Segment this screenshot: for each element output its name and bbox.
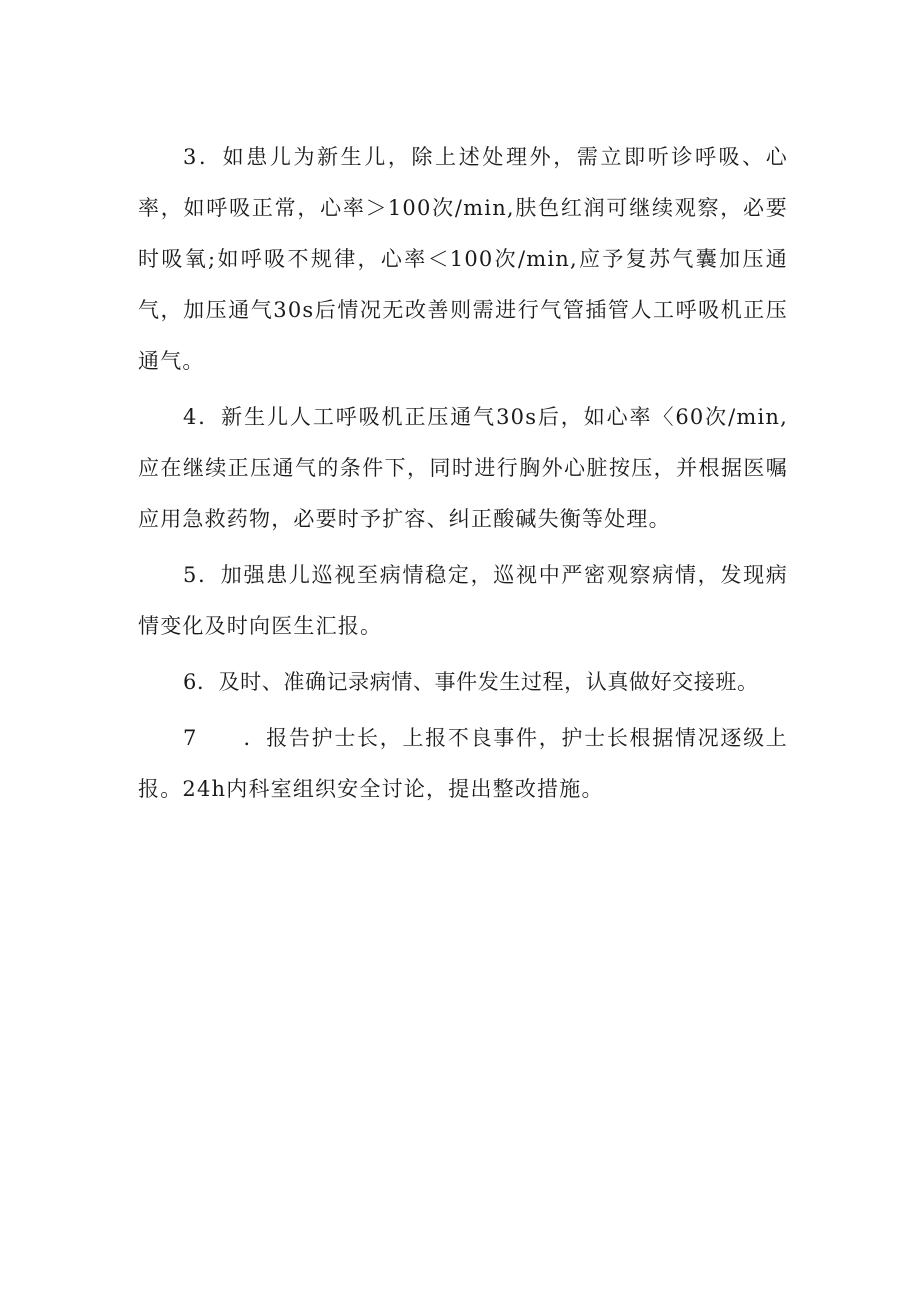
paragraph-item-4: 4．新生儿人工呼吸机正压通气30s后，如心率〈60次/min,应在继续正压通气的条件下，同时进行胸外心脏按压，并根据医嘱应用急救药物，必要时予扩容、纠正酸碱失衡等处理。 [138,405,788,531]
paragraph-item-7: 7 ．报告护士长，上报不良事件，护士长根据情况逐级上报。24h内科室组织安全讨论，提出整改措施。 [138,726,788,801]
paragraph-item-3: 3．如患儿为新生儿，除上述处理外，需立即听诊呼吸、心率，如呼吸正常，心率＞100次/min,肤色红润可继续观察，必要时吸氧;如呼吸不规律，心率＜100次/min,应予复苏气囊加压通气，加压通气30s后情况无改善则需进行气管插管人工呼吸机正压通气。 [138,145,788,373]
document-body [138,132,788,820]
paragraph-item-6: 6．及时、准确记录病情、事件发生过程，认真做好交接班。 [183,670,759,694]
paragraph-item-5: 5．加强患儿巡视至病情稳定，巡视中严密观察病情，发现病情变化及时向医生汇报。 [138,563,788,638]
